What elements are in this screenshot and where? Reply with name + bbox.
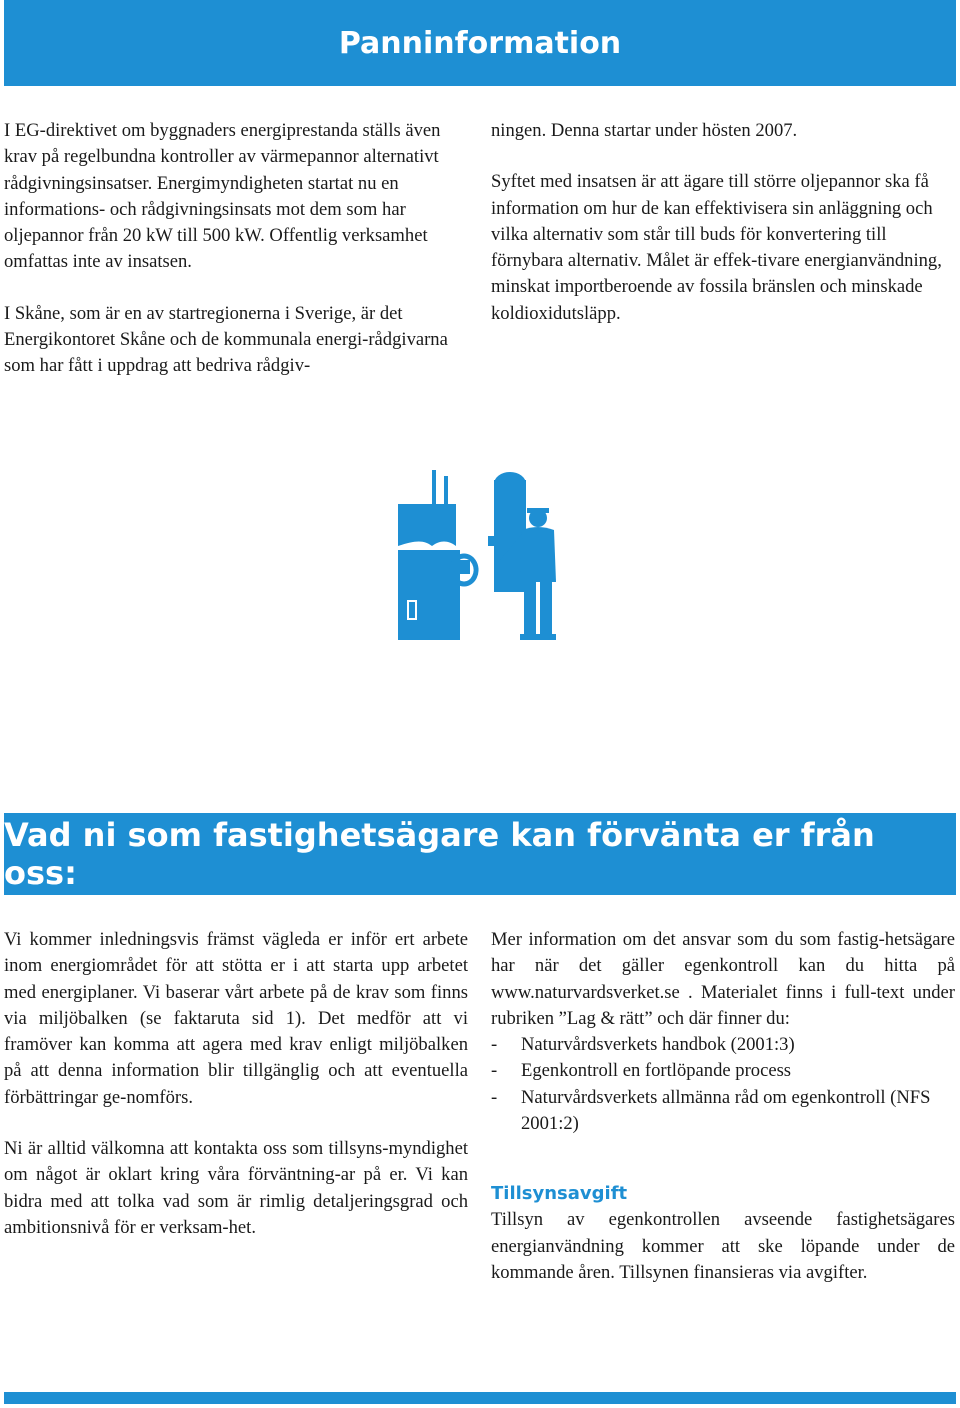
fee-paragraph: Tillsyn av egenkontrollen avseende fastighetsägares energianvändning kommer att ske löpande under de kommande åren. Tillsynen finansieras via avgifter. (491, 1209, 955, 1283)
material-list (491, 1032, 955, 1137)
section-left-column (4, 927, 468, 1241)
list-item: - Naturvårdsverkets allmänna råd om egenkontroll (NFS 2001:2) (491, 1085, 955, 1138)
section-paragraph-1: Vi kommer inledningsvis främst vägleda er inför ert arbete inom energiområdet för att stötta er i att starta upp arbetet med energiplaner. Vi baserar vårt arbete på de krav som finns via miljöbalken (se faktaruta sid 1). Det medför att vi framöver kan komma att agera med krav enligt miljöbalken på att denna information blir tillgänglig och att eventuella förbättringar ge-nomförs. (4, 929, 468, 1108)
page-title-banner (4, 0, 956, 86)
list-item: - Egenkontroll en fortlöpande process (491, 1058, 955, 1084)
section-right-column (491, 927, 955, 1286)
footer-bar (4, 1392, 956, 1404)
boiler-with-worker-icon (388, 470, 570, 640)
intro-paragraph-4: Syftet med insatsen är att ägare till större oljepannor ska få information om hur de kan effektivisera sin anläggning och vilka alternativ som står till buds för konvertering till förnybara alternativ. Målet är effek-tivare energianvändning, minskat importberoende av fossila bränslen och minskade koldioxidutsläpp. (491, 171, 942, 324)
intro-paragraph-3: ningen. Denna startar under hösten 2007. (491, 120, 798, 141)
list-item: - Naturvårdsverkets handbok (2001:3) (491, 1032, 955, 1058)
page-title: Panninformation (338, 25, 622, 61)
section-heading-banner (4, 813, 956, 895)
intro-paragraph-1: I EG-direktivet om byggnaders energiprestanda ställs även krav på regelbundna kontroller av värmepannor alternativt rådgivningsinsatser. Energimyndigheten startat nu en informations- och rådgivningsinsats mot dem som har oljepannor från 20 kW till 500 kW. Offentlig verksamhet omfattas inte av insatsen. (4, 120, 441, 273)
fee-heading: Tillsynsavgift (491, 1183, 628, 1205)
section-paragraph-3: Mer information om det ansvar som du som fastig-hetsägare har när det gäller egenkontroll kan du hitta på www.naturvardsverket.se . Materialet finns i full-text under rubriken ”Lag & rätt” och där finner du: (491, 929, 955, 1029)
intro-paragraph-2: I Skåne, som är en av startregionerna i Sverige, är det Energikontoret Skåne och de kommunala energi-rådgivarna som har fått i uppdrag att bedriva rådgiv- (4, 302, 448, 377)
intro-right-column (491, 118, 955, 327)
section-heading: Vad ni som fastighetsägare kan förvänta er från oss: (4, 816, 875, 892)
intro-left-column (4, 118, 468, 380)
section-paragraph-2: Ni är alltid välkomna att kontakta oss som tillsyns-myndighet om något är oklart kring våra förväntning-ar på er. Vi kan bidra med att tolka vad som är rimlig detaljeringsgrad och ambitionsnivå för er verksam-het. (4, 1138, 468, 1238)
